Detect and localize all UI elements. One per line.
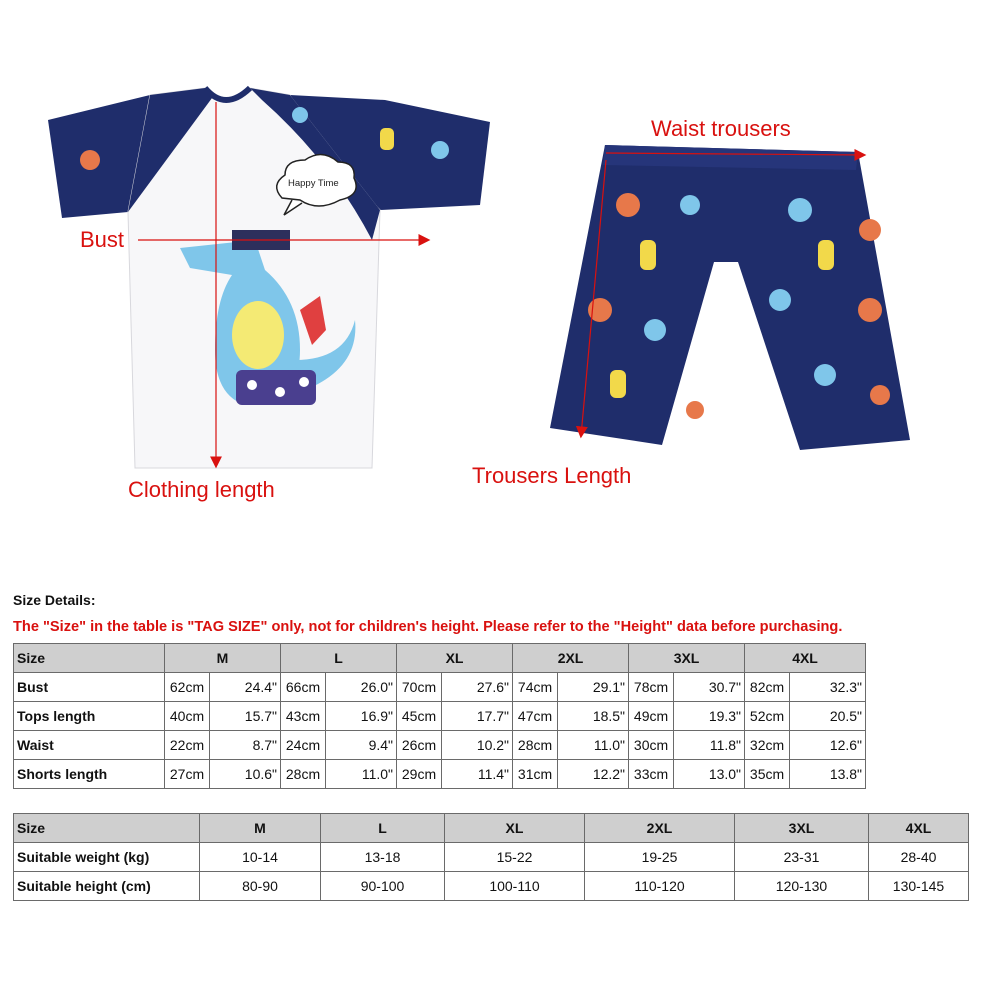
inch-cell: 19.3" <box>674 702 745 731</box>
row-label: Bust <box>14 673 165 702</box>
value-cell: 90-100 <box>321 872 445 901</box>
inch-cell: 10.6" <box>210 760 281 789</box>
size-header-l: L <box>321 814 445 843</box>
size-header-3xl: 3XL <box>735 814 869 843</box>
cm-cell: 28cm <box>281 760 326 789</box>
size-header-l: L <box>281 644 397 673</box>
inch-cell: 26.0" <box>326 673 397 702</box>
cm-cell: 31cm <box>513 760 558 789</box>
cm-cell: 30cm <box>629 731 674 760</box>
value-cell: 13-18 <box>321 843 445 872</box>
value-cell: 110-120 <box>585 872 735 901</box>
value-cell: 15-22 <box>445 843 585 872</box>
inch-cell: 12.2" <box>558 760 629 789</box>
value-cell: 80-90 <box>200 872 321 901</box>
inch-cell: 18.5" <box>558 702 629 731</box>
swim-shorts <box>550 145 910 450</box>
print-text: Happy Time <box>288 178 339 189</box>
row-label: Tops length <box>14 702 165 731</box>
inch-cell: 32.3" <box>790 673 866 702</box>
size-header-xl: XL <box>397 644 513 673</box>
cm-cell: 43cm <box>281 702 326 731</box>
size-header-2xl: 2XL <box>513 644 629 673</box>
value-cell: 100-110 <box>445 872 585 901</box>
inch-cell: 11.0" <box>558 731 629 760</box>
inch-cell: 11.0" <box>326 760 397 789</box>
cm-cell: 49cm <box>629 702 674 731</box>
size-header-m: M <box>165 644 281 673</box>
size-details-note: The "Size" in the table is "TAG SIZE" only, not for children's height. Please refer to the "Height" data before purchasing. <box>13 619 843 635</box>
value-cell: 19-25 <box>585 843 735 872</box>
inch-cell: 20.5" <box>790 702 866 731</box>
inch-cell: 15.7" <box>210 702 281 731</box>
value-cell: 28-40 <box>869 843 969 872</box>
inch-cell: 13.0" <box>674 760 745 789</box>
cm-cell: 52cm <box>745 702 790 731</box>
cm-cell: 47cm <box>513 702 558 731</box>
size-header-cell: Size <box>14 644 165 673</box>
cm-cell: 32cm <box>745 731 790 760</box>
value-cell: 130-145 <box>869 872 969 901</box>
swim-shirt <box>48 88 490 468</box>
cm-cell: 26cm <box>397 731 442 760</box>
row-label: Waist <box>14 731 165 760</box>
inch-cell: 29.1" <box>558 673 629 702</box>
table-row <box>14 843 969 872</box>
inch-cell: 10.2" <box>442 731 513 760</box>
cm-cell: 24cm <box>281 731 326 760</box>
size-header-cell: Size <box>14 814 200 843</box>
inch-cell: 16.9" <box>326 702 397 731</box>
value-cell: 23-31 <box>735 843 869 872</box>
table-row <box>14 731 866 760</box>
inch-cell: 30.7" <box>674 673 745 702</box>
inch-cell: 8.7" <box>210 731 281 760</box>
cm-cell: 66cm <box>281 673 326 702</box>
inch-cell: 24.4" <box>210 673 281 702</box>
inch-cell: 13.8" <box>790 760 866 789</box>
inch-cell: 11.4" <box>442 760 513 789</box>
cm-cell: 82cm <box>745 673 790 702</box>
cm-cell: 35cm <box>745 760 790 789</box>
size-header-4xl: 4XL <box>745 644 866 673</box>
size-header-m: M <box>200 814 321 843</box>
row-label: Suitable height (cm) <box>14 872 200 901</box>
waist-trousers-label: Waist trousers <box>651 116 791 141</box>
row-label: Shorts length <box>14 760 165 789</box>
size-header-3xl: 3XL <box>629 644 745 673</box>
cm-cell: 74cm <box>513 673 558 702</box>
cm-cell: 22cm <box>165 731 210 760</box>
cm-cell: 78cm <box>629 673 674 702</box>
inch-cell: 17.7" <box>442 702 513 731</box>
size-details-title: Size Details: <box>13 592 96 608</box>
size-header-2xl: 2XL <box>585 814 735 843</box>
size-header-4xl: 4XL <box>869 814 969 843</box>
cm-cell: 28cm <box>513 731 558 760</box>
cm-cell: 33cm <box>629 760 674 789</box>
fit-table <box>13 813 969 901</box>
table-row <box>14 673 866 702</box>
inch-cell: 27.6" <box>442 673 513 702</box>
fit-header-row <box>14 814 969 843</box>
cm-cell: 29cm <box>397 760 442 789</box>
measurement-table <box>13 643 866 789</box>
cm-cell: 40cm <box>165 702 210 731</box>
inch-cell: 11.8" <box>674 731 745 760</box>
value-cell: 10-14 <box>200 843 321 872</box>
inch-cell: 9.4" <box>326 731 397 760</box>
inch-cell: 12.6" <box>790 731 866 760</box>
size-header-xl: XL <box>445 814 585 843</box>
bust-label: Bust <box>80 227 125 252</box>
row-label: Suitable weight (kg) <box>14 843 200 872</box>
cm-cell: 45cm <box>397 702 442 731</box>
cm-cell: 70cm <box>397 673 442 702</box>
table-row <box>14 760 866 789</box>
value-cell: 120-130 <box>735 872 869 901</box>
table-row <box>14 872 969 901</box>
cm-cell: 62cm <box>165 673 210 702</box>
table-row <box>14 702 866 731</box>
clothing-length-label: Clothing length <box>128 477 275 502</box>
trousers-length-label: Trousers Length <box>472 463 632 488</box>
measurement-header-row <box>14 644 866 673</box>
cm-cell: 27cm <box>165 760 210 789</box>
